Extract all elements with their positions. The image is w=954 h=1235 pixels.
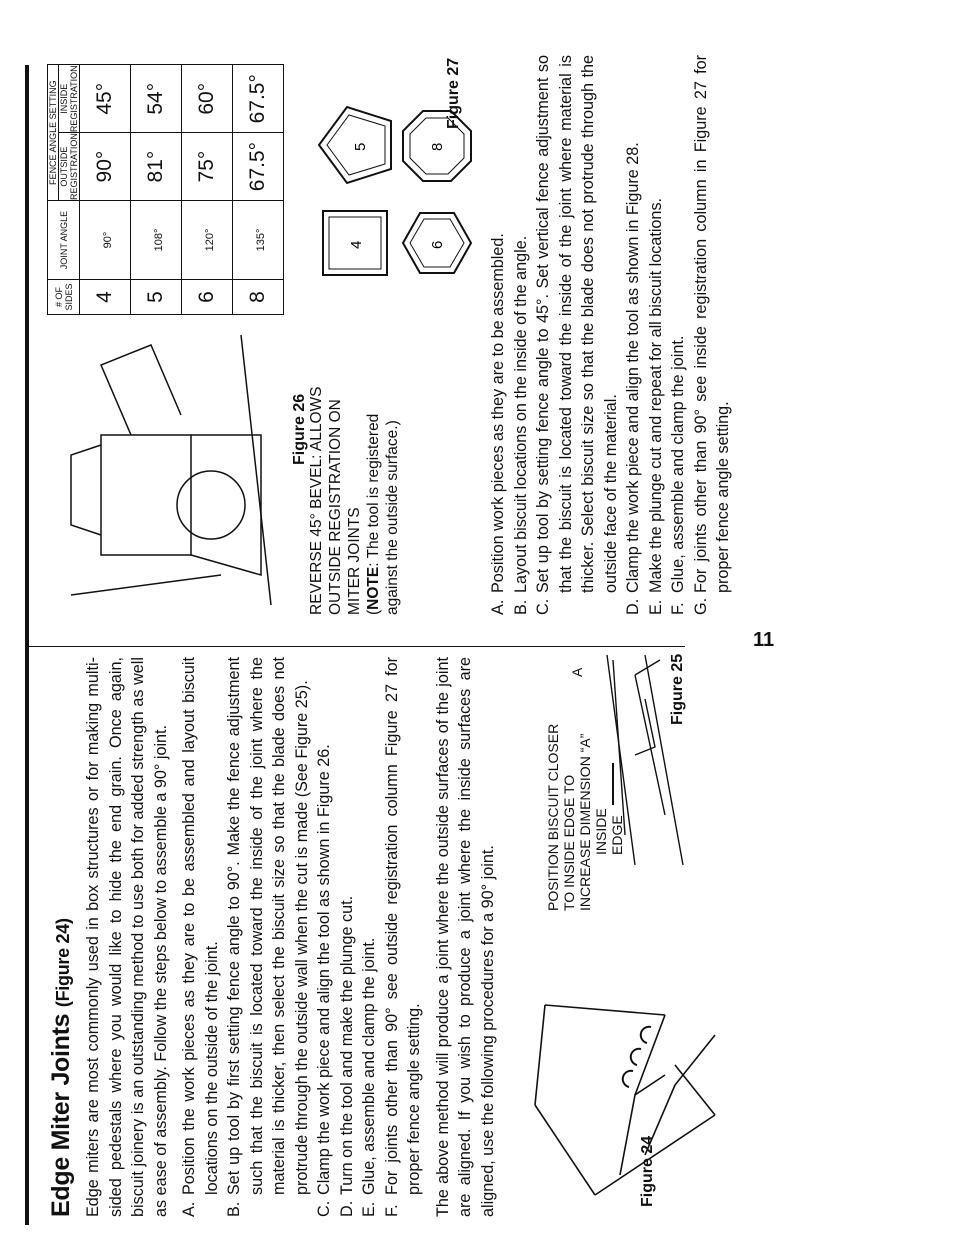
figure-25-label: Figure 25 <box>669 653 686 725</box>
intro-paragraph: Edge miters are most commonly used in box structures or for making multi-sided pedestals where you would like to hide the end grain. Once again, biscuit joinery is an outstanding method to use both for added strength as well as ease of assembly. Follow the steps below to assemble a 90° joint. <box>84 657 170 1217</box>
title-text: Edge Miter Joints <box>47 1013 75 1217</box>
step-text: Set up tool by setting fence angle to 45°. Set vertical fence adjustment so that the biscuit is located toward the inside of the joint where material is thicker. Select biscuit size so that the blade does not protrude through the outside face of the material. <box>534 55 620 593</box>
cell-sides: 5 <box>131 280 182 315</box>
closing-paragraph: The above method will produce a joint where the outside surfaces of the joint are aligned. If you wish to produce a joint where the inside surfaces are aligned, use the following procedures for a 90° joint. <box>433 657 497 1217</box>
cell-sides: 8 <box>233 280 284 315</box>
step-letter: C. <box>315 1200 333 1217</box>
list-item <box>358 657 381 1217</box>
note-line: MITER JOINTS <box>346 507 363 615</box>
right-page <box>25 55 732 615</box>
table-row <box>131 65 182 315</box>
step-text: Clamp the work piece and align the tool as shown in Figure 26. <box>315 744 333 1195</box>
list-item <box>313 657 336 1217</box>
step-text: Clamp the work piece and align the tool as shown in Figure 28. <box>624 142 642 593</box>
note-remark <box>364 375 402 615</box>
step-text: Glue, assemble and clamp the joint. <box>669 335 687 593</box>
list-item <box>532 55 622 615</box>
cell-outside: 81° <box>131 133 182 201</box>
step-text: Set up tool by first setting fence angle to 90°. Make the fence adjustment such that the biscuit is located toward the inside of the joint where the material is thicker, then select the biscuit size so that the blade does not protrude through the outside wall when the cut is made (See Figure 25). <box>225 657 311 1195</box>
shape-label: 5 <box>352 142 369 151</box>
step-text: For joints other than 90° see outside registration column Figure 27 for proper fence angle setting. <box>382 657 423 1195</box>
step-letter: D. <box>337 1200 356 1217</box>
fence-angle-table <box>47 64 284 315</box>
figure-26-label: Figure 26 <box>291 393 308 465</box>
list-item <box>690 55 735 615</box>
cell-outside: 90° <box>80 133 131 201</box>
figure-27-label: Figure 27 <box>445 57 462 129</box>
step-letter: D. <box>624 598 642 615</box>
shape-label: 4 <box>348 240 365 249</box>
step-letter: B. <box>511 599 530 615</box>
header-fence-angle: FENCE ANGLE SETTING <box>48 65 59 201</box>
step-text: Layout biscuit locations on the inside of the angle. <box>511 235 530 593</box>
shape-label: 6 <box>429 240 446 249</box>
list-item <box>223 657 313 1217</box>
inside-edge-label: INSIDE EDGE <box>593 808 625 855</box>
note-text: : The tool is registered against the outside surface.) <box>365 413 401 615</box>
cell-sides: 4 <box>80 280 131 315</box>
list-item <box>487 55 510 615</box>
list-item <box>622 55 645 615</box>
joint-angle-value: 120° <box>204 228 216 252</box>
step-text: Glue, assemble and clamp the joint. <box>360 937 378 1195</box>
list-item <box>667 55 690 615</box>
step-text: Position the work pieces as they are to be assembled and layout biscuit locations on the outside of the joint. <box>180 657 221 1195</box>
column-divider <box>25 646 685 647</box>
step-letter: E. <box>360 1201 378 1217</box>
cell-joint-angle <box>80 201 131 280</box>
step-letter: A. <box>180 1201 198 1217</box>
step-letter: B. <box>225 1201 243 1217</box>
cell-inside: 54° <box>131 65 182 133</box>
left-steps-list <box>178 657 426 1217</box>
table-row <box>80 65 131 315</box>
cell-sides: 6 <box>182 280 233 315</box>
figure-26-plate-joiner-drawing <box>61 325 291 615</box>
list-item <box>510 55 533 615</box>
section-title <box>47 657 76 1217</box>
cell-inside: 45° <box>80 65 131 133</box>
step-letter: F. <box>669 602 687 615</box>
note-line: OUTSIDE REGISTRATION ON <box>327 399 344 615</box>
joint-angle-value: 108° <box>153 228 165 252</box>
figure-25-board-drawing <box>605 645 685 875</box>
cell-outside: 75° <box>182 133 233 201</box>
dimension-a-label: A <box>569 667 585 677</box>
shape-label: 8 <box>429 142 446 151</box>
step-letter: E. <box>646 599 665 615</box>
figure-24-label: Figure 24 <box>639 1135 656 1207</box>
cell-inside: 67.5° <box>233 65 284 133</box>
header-outside: OUTSIDE REGISTRATION <box>59 133 79 200</box>
step-text: Position work pieces as they are to be assembled. <box>489 233 507 593</box>
figure-24-miter-drawing <box>525 945 725 1215</box>
cell-outside: 67.5° <box>233 133 284 201</box>
page-number: 11 <box>753 629 775 651</box>
cell-joint-angle <box>182 201 233 280</box>
header-sides: # OF SIDES <box>48 280 80 315</box>
header-inside: INSIDE REGISTRATION <box>59 65 79 133</box>
step-letter: C. <box>534 598 552 615</box>
list-item <box>178 657 223 1217</box>
note-line: REVERSE 45° BEVEL: ALLOWS <box>308 386 325 615</box>
figure-25-caption: POSITION BISCUIT CLOSER TO INSIDE EDGE TO INCREASE DIMENSION “A” <box>545 723 593 911</box>
step-letter: A. <box>489 599 507 615</box>
note-paren: ( <box>365 609 382 615</box>
cell-inside: 60° <box>182 65 233 133</box>
list-item <box>381 657 426 1217</box>
step-letter: G. <box>691 597 710 615</box>
header-joint-angle: JOINT ANGLE <box>48 201 80 280</box>
joint-angle-value: 135° <box>255 228 267 252</box>
list-item <box>336 657 359 1217</box>
left-page <box>47 657 505 1217</box>
list-item <box>645 55 668 615</box>
step-text: For joints other than 90° see inside registration column in Figure 27 for proper fence angle setting. <box>691 55 732 593</box>
cell-joint-angle <box>233 201 284 280</box>
cell-joint-angle <box>131 201 182 280</box>
step-letter: F. <box>382 1204 401 1217</box>
step-text: Make the plunge cut and repeat for all biscuit locations. <box>646 197 665 593</box>
table-row <box>182 65 233 315</box>
table-row <box>233 65 284 315</box>
joint-angle-value: 90° <box>102 231 114 249</box>
rotated-manual-page <box>25 45 775 1225</box>
figure-26-note <box>307 375 402 615</box>
step-text: Turn on the tool and make the plunge cut. <box>337 895 356 1195</box>
right-steps-list <box>487 55 735 615</box>
title-figure-ref: (Figure 24) <box>53 918 73 1008</box>
note-bold: NOTE <box>365 566 382 610</box>
